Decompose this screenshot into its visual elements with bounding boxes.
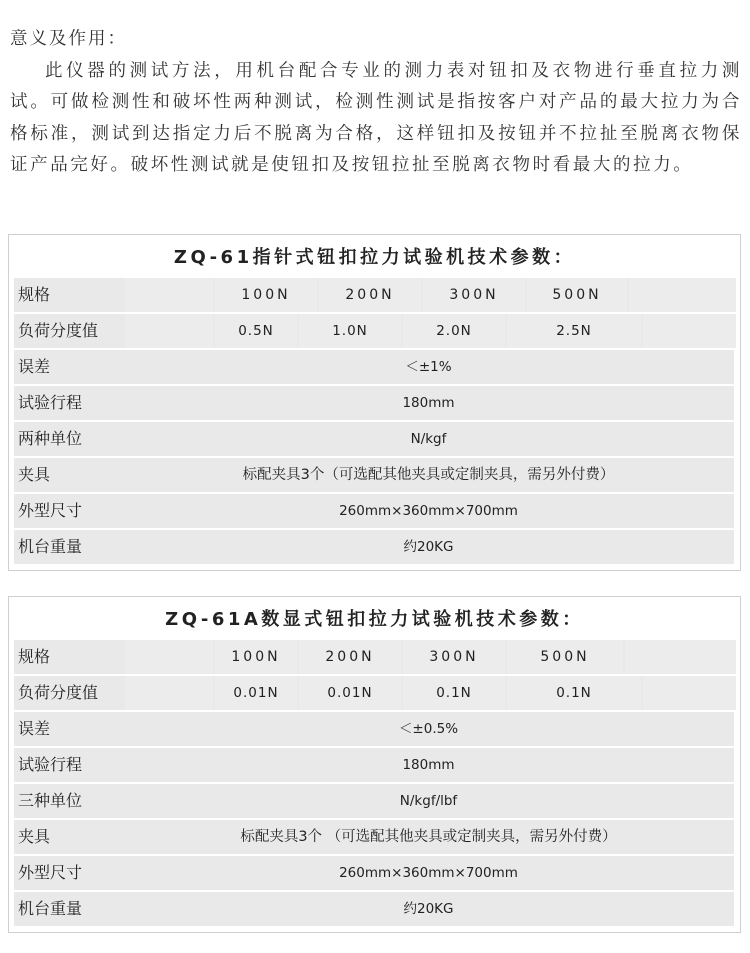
table-row-error <box>14 350 734 384</box>
row-label: 夹具 <box>14 458 121 492</box>
table-row-units <box>14 784 734 818</box>
spec-empty-cell <box>625 640 736 674</box>
spec-empty-cell <box>125 640 213 674</box>
stroke-value: 180mm <box>402 395 455 411</box>
table-row-size <box>14 494 734 528</box>
row-label: 机台重量 <box>14 530 121 564</box>
table-row-clamp <box>14 820 734 854</box>
spec-cell-1: 100N <box>215 640 297 674</box>
table-row-resolution <box>14 314 734 348</box>
error-value: ＜±1% <box>405 359 452 375</box>
weight-value: 约20KG <box>403 539 454 555</box>
intro-body: 此仪器的测试方法，用机台配合专业的测力表对钮扣及衣物进行垂直拉力测试。可做检测性和破坏性两种测试，检测性测试是指按客户对产品的最大拉力为合格标准，测试到达指定力后不脱离为合格，这样钮扣及按钮并不拉扯至脱离衣物保证产品完好。破坏性测试就是使钮扣及按钮拉扯至脱离衣物时看最大的拉力。 <box>10 60 742 175</box>
row-label: 负荷分度值 <box>14 676 121 710</box>
resolution-cell-2: 0.01N <box>299 676 401 710</box>
table-row-size <box>14 856 734 890</box>
spec-cell-2: 200N <box>299 640 401 674</box>
table-row-spec <box>14 640 734 674</box>
table-row-stroke <box>14 748 734 782</box>
table-row-spec <box>14 278 734 312</box>
table-row-clamp <box>14 458 734 492</box>
spec-cell-4: 500N <box>527 278 627 312</box>
row-label: 误差 <box>14 350 121 384</box>
resolution-cell-3: 2.0N <box>403 314 505 348</box>
spec-cell-1: 100N <box>215 278 317 312</box>
resolution-cell-4: 2.5N <box>507 314 641 348</box>
spec-cell-2: 200N <box>319 278 421 312</box>
error-value: ＜±0.5% <box>398 721 459 737</box>
row-label: 机台重量 <box>14 892 121 926</box>
row-label: 规格 <box>14 278 121 312</box>
table-row-resolution <box>14 676 734 710</box>
row-label: 规格 <box>14 640 121 674</box>
intro-section <box>10 24 742 182</box>
resolution-cell-2: 1.0N <box>299 314 401 348</box>
table-row-stroke <box>14 386 734 420</box>
table-title: ZQ-61A数显式钮扣拉力试验机技术参数： <box>165 609 584 630</box>
stroke-value: 180mm <box>402 757 455 773</box>
weight-value: 约20KG <box>403 901 454 917</box>
row-label: 负荷分度值 <box>14 314 121 348</box>
resolution-cell-1: 0.01N <box>215 676 297 710</box>
size-value: 260mm×360mm×700mm <box>339 865 518 881</box>
resolution-cell-1: 0.5N <box>215 314 297 348</box>
spec-cell-3: 300N <box>423 278 525 312</box>
clamp-value: 标配夹具3个（可选配其他夹具或定制夹具，需另外付费） <box>242 467 615 483</box>
row-label: 误差 <box>14 712 121 746</box>
spec-empty-cell <box>125 278 213 312</box>
resolution-cell-3: 0.1N <box>403 676 505 710</box>
table-row-error <box>14 712 734 746</box>
resolution-empty-cell <box>643 676 736 710</box>
row-label: 夹具 <box>14 820 121 854</box>
row-label: 试验行程 <box>14 748 121 782</box>
row-label: 两种单位 <box>14 422 121 456</box>
spec-empty-cell <box>629 278 736 312</box>
resolution-empty-cell <box>125 676 213 710</box>
spec-table-zq61 <box>8 234 741 571</box>
units-value: N/kgf/lbf <box>399 793 458 809</box>
intro-heading: 意义及作用： <box>10 29 127 49</box>
table-row-units <box>14 422 734 456</box>
resolution-empty-cell <box>125 314 213 348</box>
resolution-cell-4: 0.1N <box>507 676 641 710</box>
spec-cell-4: 500N <box>507 640 623 674</box>
row-label: 试验行程 <box>14 386 121 420</box>
clamp-value: 标配夹具3个 （可选配其他夹具或定制夹具，需另外付费） <box>240 829 617 845</box>
size-value: 260mm×360mm×700mm <box>339 503 518 519</box>
spec-table-zq61a <box>8 596 741 933</box>
units-value: N/kgf <box>410 431 447 447</box>
row-label: 外型尺寸 <box>14 856 121 890</box>
row-label: 三种单位 <box>14 784 121 818</box>
table-row-weight <box>14 530 734 564</box>
table-title: ZQ-61指针式钮扣拉力试验机技术参数： <box>173 247 576 268</box>
row-label: 外型尺寸 <box>14 494 121 528</box>
resolution-empty-cell <box>643 314 736 348</box>
spec-cell-3: 300N <box>403 640 505 674</box>
table-row-weight <box>14 892 734 926</box>
